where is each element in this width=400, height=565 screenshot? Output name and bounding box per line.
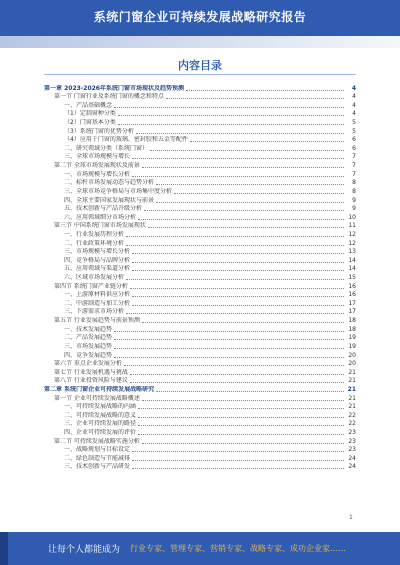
toc-entry-title: 第一章 2023-2026年系统门窗市场现状及趋势预测 — [44, 84, 184, 92]
toc-leader-dots — [126, 313, 344, 314]
toc-leader-dots — [142, 322, 344, 323]
toc-entry-title: 第八节 行业投资风险与建议 — [54, 377, 128, 385]
toc-entry[interactable] — [44, 351, 356, 360]
toc-entry[interactable] — [44, 446, 356, 455]
page-marker: 1 — [349, 514, 353, 521]
toc-entry-title: 第七节 行业发展机遇与挑战 — [54, 368, 128, 376]
toc-leader-dots — [156, 184, 344, 185]
toc-entry-page: 4 — [351, 84, 356, 92]
toc-entry-title: 二、可持续发展战略的意义 — [64, 411, 137, 419]
toc-entry-page: 20 — [348, 360, 356, 368]
toc-entry-title: 二、产品发展趋势 — [64, 334, 113, 342]
toc-entry-title: 二、行业政策环境分析 — [64, 239, 125, 247]
toc-entry[interactable] — [44, 377, 356, 386]
toc-entry[interactable] — [44, 411, 356, 420]
toc-entry-title: 第一节 企业可持续发展战略概述 — [54, 394, 140, 402]
toc-entry-page: 23 — [348, 428, 356, 436]
toc-entry[interactable] — [44, 265, 356, 274]
toc-leader-dots — [126, 279, 344, 280]
toc-leader-dots — [142, 443, 344, 444]
toc-entry-page: 12 — [348, 239, 356, 247]
toc-entry[interactable] — [44, 368, 356, 377]
toc-entry-page: 7 — [352, 170, 356, 178]
toc-leader-dots — [114, 331, 344, 332]
toc-entry-title: 三、下游需求市场分析 — [64, 308, 125, 316]
footer-expert-list: 行业专家、管理专家、营销专家、战略专家、成功企业家…… — [130, 544, 346, 553]
toc-entry-page: 6 — [352, 136, 356, 144]
toc-entry-title: 四、企业可持续发展的评价 — [64, 428, 137, 436]
toc-leader-dots — [132, 262, 344, 263]
toc-leader-dots — [132, 460, 344, 461]
toc-entry-title: 二、绿色制造与节能减排 — [64, 454, 131, 462]
toc-entry-title: 第五节 行业发展趋势与前景预测 — [54, 317, 140, 325]
toc-entry[interactable] — [44, 205, 356, 214]
toc-entry[interactable] — [44, 256, 356, 265]
toc-entry[interactable] — [44, 463, 356, 472]
toc-entry-page: 21 — [348, 403, 356, 411]
toc-entry-page: 4 — [352, 93, 356, 101]
toc-leader-dots — [138, 417, 344, 418]
toc-entry-title: 一、行业发展历程分析 — [64, 230, 125, 238]
footer-slogan: 让每个人都能成为 — [48, 545, 121, 555]
toc-entry-page: 5 — [352, 127, 356, 135]
toc-entry-page: 22 — [348, 420, 356, 428]
toc-entry-title: （4）应用于门窗的玻璃、密封胶和五金等配件 — [64, 136, 188, 144]
toc-entry-page: 4 — [352, 110, 356, 118]
toc-entry-title: 三、企业可持续发展的路径 — [64, 420, 137, 428]
toc-entry-page: 8 — [352, 187, 356, 195]
toc-entry[interactable] — [44, 127, 356, 136]
toc-entry-title: 四、竞争格局与品牌分析 — [64, 256, 131, 264]
toc-entry-title: 三、全球市场规模与增长 — [64, 153, 131, 161]
toc-leader-dots — [114, 339, 344, 340]
toc-leader-dots — [166, 98, 344, 99]
toc-entry-page: 19 — [348, 342, 356, 350]
toc-entry[interactable] — [44, 222, 356, 231]
toc-entry-page: 9 — [352, 196, 356, 204]
toc-entry[interactable] — [44, 230, 356, 239]
toc-leader-dots — [124, 365, 344, 366]
toc-entry-title: 一、上游原材料供应分析 — [64, 291, 131, 299]
toc-entry-title: 三、技术创新与产品研发 — [64, 463, 131, 471]
toc-entry-page: 12 — [348, 230, 356, 238]
toc-entry-page: 18 — [348, 317, 356, 325]
toc-entry-title: 六、区域市场发展分析 — [64, 274, 125, 282]
toc-entry-page: 7 — [352, 162, 356, 170]
toc-leader-dots — [132, 270, 344, 271]
header-accent-stripe — [0, 36, 400, 48]
toc-leader-dots — [138, 425, 344, 426]
toc-entry-page: 11 — [348, 222, 356, 230]
toc-leader-dots — [132, 253, 344, 254]
toc-entry-page: 21 — [348, 394, 356, 402]
toc-entry-title: 二、标杆市场发展动态与趋势分析 — [64, 179, 155, 187]
toc-entry-title: （2）门窗基本分类 — [64, 119, 116, 127]
toc-entry[interactable] — [44, 136, 356, 145]
toc-entry-title: 三、全球市场竞争格局与市场集中度分析 — [64, 187, 173, 195]
toc-entry[interactable] — [44, 437, 356, 446]
toc-entry-title: 第二章 系统门窗企业可持续发展战略研究 — [44, 385, 155, 393]
toc-leader-dots — [130, 288, 344, 289]
toc-entry[interactable] — [44, 196, 356, 205]
toc-entry-page: 6 — [352, 144, 356, 152]
toc-entry[interactable] — [44, 170, 356, 179]
toc-entry[interactable] — [44, 187, 356, 196]
toc-leader-dots — [138, 434, 344, 435]
toc-entry-page: 21 — [347, 385, 356, 393]
toc-entry[interactable] — [44, 118, 356, 127]
toc-entry-title: 第三节 中国系统门窗市场发展现状 — [54, 222, 146, 230]
footer-side-chip — [0, 532, 8, 565]
toc-entry-page: 16 — [348, 282, 356, 290]
toc-entry[interactable] — [44, 454, 356, 463]
toc-entry-title: 五、应用领域与渠道分析 — [64, 265, 131, 273]
toc-entry[interactable] — [44, 239, 356, 248]
toc-leader-dots — [130, 382, 344, 383]
toc-entry[interactable] — [44, 428, 356, 437]
toc-entry[interactable] — [44, 213, 356, 222]
toc-leader-dots — [132, 296, 344, 297]
toc-entry-title: 一、市场规模与增长分析 — [64, 170, 131, 178]
toc-entry[interactable] — [44, 291, 356, 300]
toc-entry-page: 4 — [352, 101, 356, 109]
toc-entry-title: 第六节 重点企业发展分析 — [54, 360, 122, 368]
toc-entry[interactable] — [44, 325, 356, 334]
toc-entry-title: 四、竞争发展趋势 — [64, 351, 113, 359]
toc-leader-dots — [156, 391, 344, 392]
toc-leader-dots — [132, 468, 344, 469]
toc-entry-page: 7 — [352, 153, 356, 161]
toc-entry[interactable] — [44, 316, 356, 325]
toc-entry-title: 一、技术发展趋势 — [64, 325, 113, 333]
toc-leader-dots — [114, 348, 344, 349]
toc-leader-dots — [138, 408, 344, 409]
toc-leader-dots — [142, 400, 344, 401]
toc-leader-dots — [118, 124, 344, 125]
toc-entry[interactable] — [44, 144, 356, 153]
toc-entry-title: 一、产品基础概念 — [64, 101, 113, 109]
toc-entry-title: 一、战略规划与目标设定 — [64, 446, 131, 454]
toc-divider — [44, 74, 356, 75]
report-title: 系统门窗企业可持续发展战略研究报告 — [93, 10, 307, 24]
toc-entry-page: 13 — [348, 248, 356, 256]
toc-leader-dots — [186, 90, 344, 91]
toc-entry-page: 21 — [348, 368, 356, 376]
toc-entry-title: 二、研究领域分类（系统门窗） — [64, 144, 149, 152]
toc-leader-dots — [118, 115, 344, 116]
toc-entry[interactable] — [44, 334, 356, 343]
toc-leader-dots — [174, 193, 344, 194]
toc-entry-page: 14 — [348, 256, 356, 264]
toc-entry-page: 22 — [348, 411, 356, 419]
toc-leader-dots — [132, 176, 344, 177]
toc-leader-dots — [132, 451, 344, 452]
toc-leader-dots — [144, 210, 344, 211]
toc-entry[interactable] — [44, 403, 356, 412]
toc-entry-page: 23 — [348, 446, 356, 454]
toc-entry-title: 一、可持续发展战略的内涵 — [64, 403, 137, 411]
toc-entry-page: 20 — [348, 351, 356, 359]
toc-entry[interactable] — [44, 420, 356, 429]
toc-entry-title: （3）系统门窗的优势分析 — [64, 127, 134, 135]
toc-leader-dots — [130, 374, 344, 375]
toc-entry-title: 二、中游制造与加工分析 — [64, 299, 131, 307]
toc-entry[interactable] — [44, 248, 356, 257]
toc-entry-title: 四、全球主要国家发展现状与前景 — [64, 196, 155, 204]
toc-entry-page: 9 — [352, 205, 356, 213]
toc-entry-page: 16 — [348, 291, 356, 299]
toc-entry[interactable] — [44, 342, 356, 351]
toc-entry-title: （1）定制窗种分类 — [64, 110, 116, 118]
toc-leader-dots — [126, 245, 344, 246]
toc-entry-page: 24 — [348, 463, 356, 471]
toc-leader-dots — [136, 133, 344, 134]
toc-leader-dots — [132, 158, 344, 159]
toc-entry-page: 18 — [348, 325, 356, 333]
toc-entry[interactable] — [44, 179, 356, 188]
toc-leader-dots — [132, 305, 344, 306]
toc-entry-page: 19 — [348, 334, 356, 342]
toc-entry-page: 14 — [348, 265, 356, 273]
toc-entry-page: 21 — [348, 377, 356, 385]
toc-entry-page: 24 — [348, 454, 356, 462]
toc-entry-page: 17 — [348, 299, 356, 307]
toc-entry-page: 10 — [348, 213, 356, 221]
toc-leader-dots — [150, 150, 344, 151]
toc-entry[interactable] — [44, 110, 356, 119]
toc-entry[interactable] — [44, 101, 356, 110]
toc-entry[interactable] — [44, 93, 356, 102]
toc-entry-title: 五、技术创新与产品升级分析 — [64, 205, 143, 213]
toc-entry[interactable] — [44, 153, 356, 162]
toc-entry-page: 8 — [352, 179, 356, 187]
toc-entry-page: 23 — [348, 437, 356, 445]
toc-entry[interactable] — [44, 282, 356, 291]
table-of-contents — [44, 84, 356, 471]
toc-entry-title: 第二节 可持续发展战略实施分析 — [54, 437, 140, 445]
toc-entry-page: 17 — [348, 308, 356, 316]
toc-leader-dots — [142, 167, 344, 168]
toc-leader-dots — [156, 202, 344, 203]
toc-entry-title: 第一节 门窗行业及系统门窗的概念和特点 — [54, 93, 164, 101]
toc-entry-title: 第二节 全球市场发展现状及前景 — [54, 162, 140, 170]
toc-entry[interactable] — [44, 84, 356, 93]
toc-entry[interactable] — [44, 161, 356, 170]
toc-leader-dots — [114, 107, 344, 108]
toc-leader-dots — [190, 141, 344, 142]
toc-leader-dots — [138, 219, 344, 220]
toc-entry-page: 15 — [348, 274, 356, 282]
toc-entry-title: 三、市场发展趋势 — [64, 342, 113, 350]
toc-entry[interactable] — [44, 385, 356, 394]
toc-leader-dots — [126, 236, 344, 237]
toc-entry[interactable] — [44, 394, 356, 403]
toc-entry[interactable] — [44, 299, 356, 308]
toc-heading: 内容目录 — [178, 59, 222, 72]
toc-leader-dots — [114, 357, 344, 358]
toc-entry[interactable] — [44, 360, 356, 369]
toc-entry-title: 三、市场规模与增长分析 — [64, 248, 131, 256]
toc-leader-dots — [148, 227, 344, 228]
toc-entry-page: 5 — [352, 119, 356, 127]
toc-entry[interactable] — [44, 273, 356, 282]
toc-entry-title: 六、应用领域细分市场分析 — [64, 213, 137, 221]
toc-entry[interactable] — [44, 308, 356, 317]
toc-entry-title: 第四节 系统门窗产业链分析 — [54, 282, 128, 290]
